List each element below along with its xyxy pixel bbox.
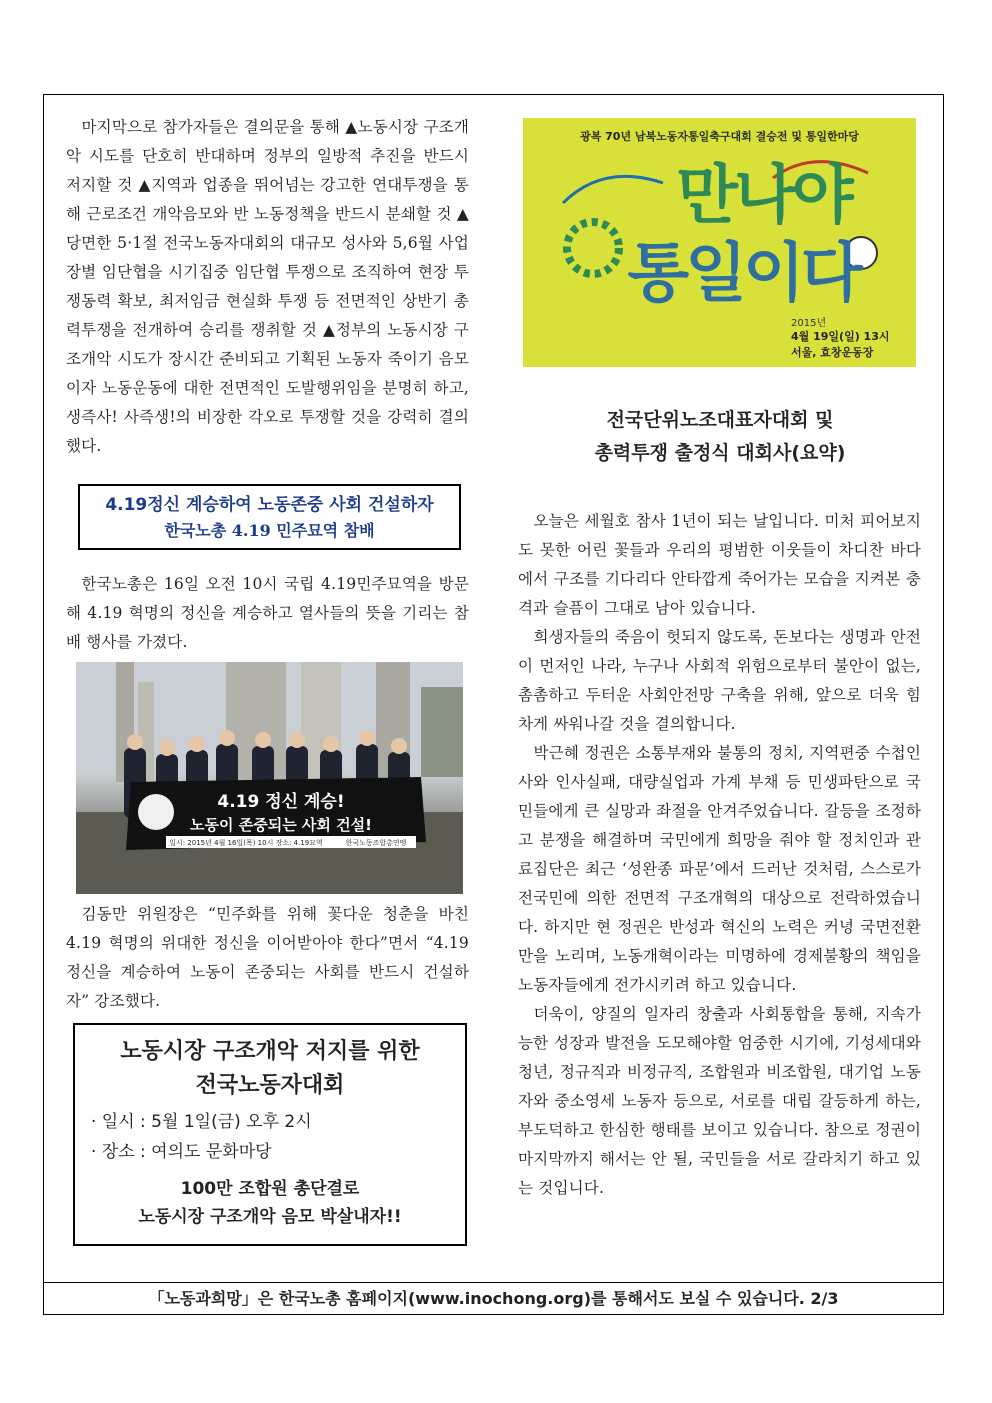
rally-slogan-line1: 100만 조합원 총단결로 (180, 1179, 360, 1199)
memorial-visit-headline-box (78, 484, 461, 550)
memorial-paragraph: 한국노총은 16일 오전 10시 국립 4.19민주묘역을 방문해 4.19 혁명의 정신을 계승하고 열사들의 뜻을 기리는 참배 행사를 가졌다. (66, 575, 469, 651)
memorial-visit-title: 4.19정신 계승하여 노동존중 사회 건설하자 (105, 495, 434, 515)
banner-small-text: 일시: 2015년 4월 16일(목) 10시 장소: 4.19묘역 (169, 839, 323, 847)
footer-text: 「노동과희망」은 한국노총 홈페이지(www.inochong.org)를 통해서도 보실 수 있습니다. 2/3 (148, 1289, 839, 1308)
speech-heading (515, 404, 925, 470)
memorial-photo (76, 662, 463, 894)
rally-title-line2: 전국노동자대회 (195, 1073, 345, 1098)
rally-slogan-line2: 노동시장 구조개악 음모 박살내자!! (138, 1207, 402, 1227)
chairman-paragraph: 김동만 위원장은 “민주화를 위해 꽃다운 청춘을 바친 4.19 혁명의 위대한 정신을 이어받아야 한다”면서 “4.19 정신을 계승하여 노동이 존중되는 사회를 반드시 건설하자” 강조했다. (66, 905, 469, 1010)
poster-top-text: 광복 70년 남북노동자통일축구대회 결승전 및 통일한마당 (580, 130, 859, 143)
left-column (66, 113, 469, 461)
memorial-article (66, 570, 469, 657)
rally-place: · 장소 : 여의도 문화마당 (91, 1142, 272, 1162)
speech-heading-line2: 총력투쟁 출정식 대회사(요약) (594, 442, 846, 464)
photo-scene-graphic (76, 662, 463, 894)
chairman-article (66, 900, 469, 1016)
poster-venue: 서울, 효창운동장 (791, 346, 874, 359)
speech-body (518, 507, 921, 1203)
speech-paragraph-2: 희생자들의 죽음이 헛되지 않도록, 돈보다는 생명과 안전이 먼저인 나라, 누구나 사회적 위험으로부터 불안이 없는, 촘촘하고 두터운 사회안전망 구축을 위해, 앞으로 더욱 힘차게 싸워나갈 것을 결의합니다. (518, 628, 921, 733)
poster-big-line1: 만나야 (676, 159, 850, 233)
rally-date: · 일시 : 5월 1일(금) 오후 2시 (91, 1112, 312, 1132)
rally-title-line1: 노동시장 구조개악 저지를 위한 (120, 1039, 420, 1064)
rally-announcement-box (73, 1023, 467, 1246)
poster-year: 2015년 (791, 318, 827, 329)
banner-line1: 4.19 정신 계승! (217, 792, 345, 812)
unification-poster (523, 118, 916, 367)
poster-big-line2: 통일이다 (627, 237, 859, 311)
page-footer (43, 1282, 944, 1315)
banner-org: 한국노동조합총연맹 (345, 839, 407, 847)
speech-paragraph-1: 오늘은 세월호 참사 1년이 되는 날입니다. 미처 피어보지도 못한 어린 꽃들과 우리의 평범한 이웃들이 차디찬 바다에서 구조를 기다리다 안타깝게 죽어가는 모습을 지켜본 충격과 슬픔이 그대로 남아 있습니다. (518, 512, 921, 617)
resolution-paragraph: 마지막으로 참가자들은 결의문을 통해 ▲노동시장 구조개악 시도를 단호히 반대하며 정부의 일방적 추진을 반드시 저지할 것 ▲지역과 업종을 뛰어넘는 강고한 연대투쟁을 통해 근로조건 개악음모와 반 노동정책을 반드시 분쇄할 것 ▲당면한 5·1절 전국노동자대회의 대규모 성사와 5,6월 사업장별 임단협을 시기집중 임단협 투쟁으로 조직하여 현장 투쟁동력 확보, 최저임금 현실화 투쟁 등 전면적인 상반기 총력투쟁을 전개하여 승리를 쟁취할 것 ▲정부의 노동시장 구조개악 시도가 장시간 준비되고 기획된 노동자 죽이기 음모이자 노동운동에 대한 전면적인 도발행위임을 분명히 하고, 생즉사! 사즉생!의 비장한 각오로 투쟁할 것을 강력히 결의했다. (66, 118, 469, 455)
speech-heading-line1: 전국단위노조대표자대회 및 (606, 409, 834, 431)
banner-line2: 노동이 존중되는 사회 건설! (190, 816, 372, 834)
speech-paragraph-3: 박근혜 정권은 소통부재와 불통의 정치, 지역편중 수첩인사와 인사실패, 대량실업과 가계 부채 등 민생파탄으로 국민들에게 큰 실망과 좌절을 안겨주었습니다. 갈등을 조정하고 분쟁을 해결하며 국민에게 희망을 줘야 할 정치인과 관료집단은 최근 ‘성완종 파문’에서 드러난 것처럼, 스스로가 전국민에 의한 전면적 구조개혁의 대상으로 전락하였습니다. 하지만 현 정권은 반성과 혁신의 노력은 커녕 국면전환만을 노리며, 노동개혁이라는 미명하에 경제불황의 책임을 노동자들에게 전가시키려 하고 있습니다. (518, 744, 921, 994)
speech-paragraph-4: 더욱이, 양질의 일자리 창출과 사회통합을 통해, 지속가능한 성장과 발전을 도모해야할 엄중한 시기에, 기성세대와 청년, 정규직과 비정규직, 조합원과 비조합원, 대기업 노동자와 중소영세 노동자 등으로, 서로를 대립 갈등하게 하는, 부도덕하고 한심한 행태를 보이고 있습니다. 참으로 정권이 마지막까지 해서는 안 될, 국민들을 서로 갈라치기 하고 있는 것입니다. (518, 1005, 921, 1197)
memorial-visit-subtitle: 한국노총 4.19 민주묘역 참배 (164, 521, 375, 540)
poster-date: 4월 19일(일) 13시 (791, 330, 890, 343)
